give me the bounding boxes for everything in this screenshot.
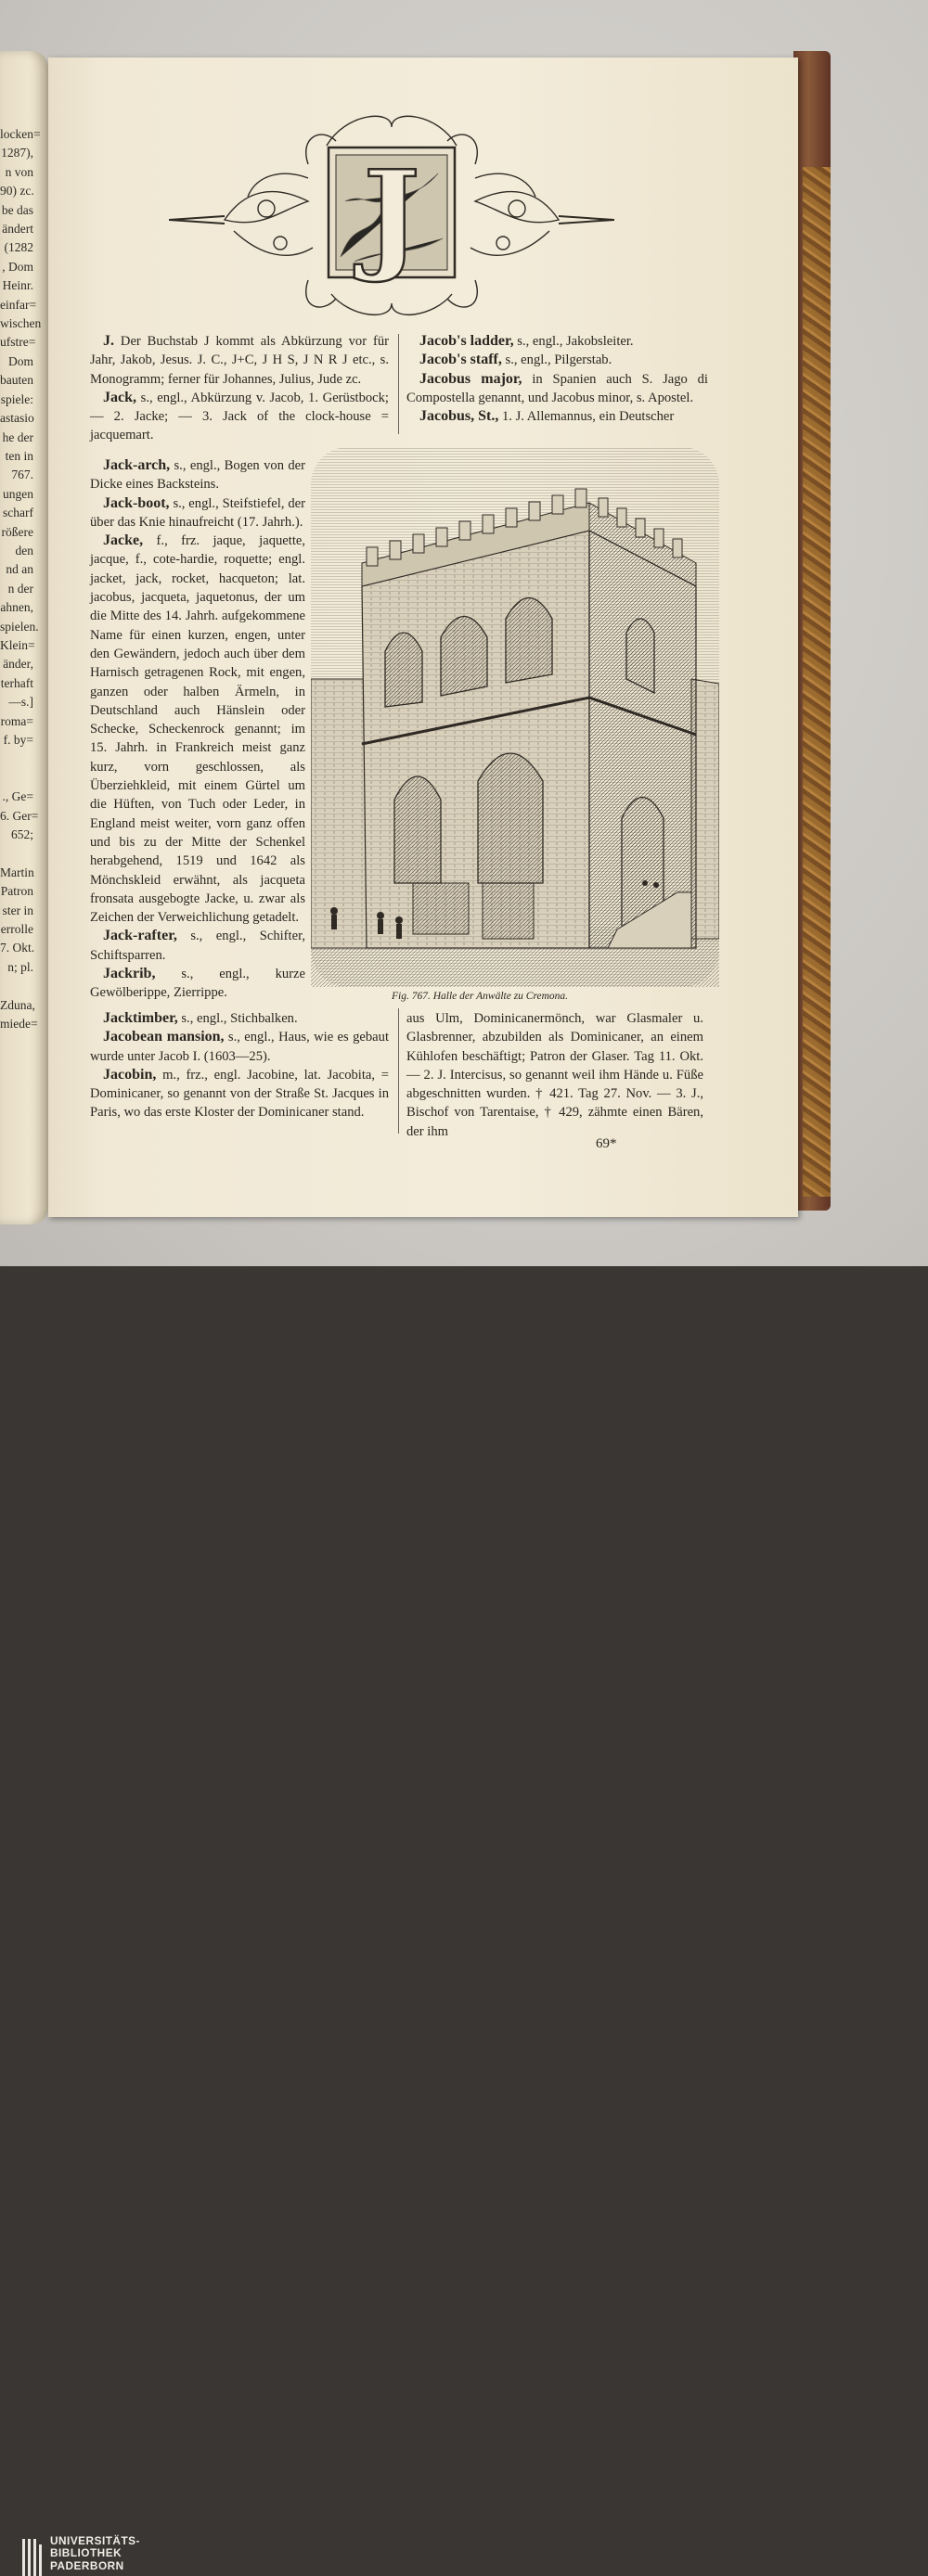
previous-page-line: ten in [5, 448, 33, 463]
entry-term: Jackrib, [103, 966, 156, 982]
previous-page-line: 90) zc. [0, 184, 34, 199]
previous-page-line: ändert [2, 222, 33, 237]
previous-page-line: scharf [3, 506, 33, 520]
entry-text: in Spanien auch S. Jago di Compostella genannt, und Jacobus minor, s. Apostel. [406, 371, 708, 405]
previous-page-line: ahnen, [0, 600, 33, 615]
entry-term: J. [103, 333, 114, 349]
entry-text: s., engl., Abkürzung v. Jacob, 1. Gerüstbock; — 2. Jacke; — 3. Jack of the clock-house = jacquemart. [90, 390, 389, 443]
entry-text: m., frz., engl. Jacobine, lat. Jacobita, = Dominicaner, so genannt von der Straße St. Jacques in Paris, wo das erste Kloster der Dominicaner stand. [90, 1067, 389, 1121]
entry-term: Jacobean mansion, [103, 1029, 225, 1045]
entry-term: Jacktimber, [103, 1010, 178, 1026]
column2-top [406, 332, 708, 426]
previous-page-line: Patron [0, 884, 33, 899]
previous-page-line: Martin [0, 865, 34, 879]
logo-line-1: UNIVERSITÄTS- [50, 2534, 140, 2547]
dictionary-entry [90, 965, 305, 1003]
entry-term: Jack-boot, [103, 494, 170, 511]
previous-page-line: n von [5, 164, 33, 179]
figure-caption: Fig. 767. Halle der Anwälte zu Cremona. [392, 991, 569, 1002]
column2-top-entries [406, 332, 708, 426]
previous-page-line: 6. Ger= [0, 808, 39, 823]
dictionary-entry [90, 1009, 389, 1028]
previous-page-line: he der [2, 429, 33, 444]
entry-term: Jacobin, [103, 1066, 157, 1083]
footer-bar [0, 1266, 928, 2572]
column2-bottom-text: aus Ulm, Dominicanermönch, war Glasmaler u. Glasbrenner, abzubilden als Dominicaner, an einem Kühlofen beschäftigt; Patron der Glaser. Tag 11. Okt. — 2. J. Intercisus, so genannt weil ihm Hände u. Füße abgeschnitten wurden. † 421. Tag 27. Nov. — 3. J., Bischof von Tarentaise, † 429, zähmte einen Bären, der ihm [406, 1011, 703, 1139]
entry-term: Jack-rafter, [103, 928, 177, 944]
entry-text: s., engl., Stichbalken. [177, 1011, 298, 1026]
entry-term: Jacke, [103, 532, 144, 549]
previous-page-line: ., Ge= [2, 789, 33, 804]
dictionary-entry [90, 389, 389, 445]
library-logo-text [50, 2535, 140, 2572]
previous-page-line: Zduna, [0, 997, 35, 1012]
dictionary-entry [406, 370, 708, 408]
entry-term: Jacob's staff, [419, 352, 502, 368]
previous-page-line [0, 977, 33, 995]
previous-page-lines [0, 125, 42, 1034]
column-divider-top [398, 334, 399, 434]
logo-line-2: BIBLIOTHEK [50, 2546, 122, 2560]
marbled-edge [803, 167, 831, 1197]
previous-page-line: ufstre= [0, 335, 36, 350]
previous-page-line: Heinr. [2, 278, 33, 293]
dictionary-entry [406, 332, 708, 351]
dictionary-entry [406, 407, 708, 426]
previous-page-line: n; pl. [7, 959, 33, 974]
dictionary-entry [90, 456, 305, 494]
logo-line-3: PADERBORN [50, 2558, 124, 2572]
entry-term: Jacobus major, [419, 370, 522, 387]
column1-bottom [90, 1009, 389, 1122]
entry-text: s., engl., Jakobsleiter. [513, 334, 634, 349]
previous-page-line: (1282 [4, 240, 33, 255]
previous-page-line: astasio [0, 411, 34, 426]
previous-page-line: rößere [1, 524, 33, 539]
book-page [48, 58, 798, 1217]
entry-text: s., engl., Steifstiefel, der über das Knie hinaufreicht (17. Jahrh.). [90, 495, 305, 530]
previous-page-line: be das [1, 202, 33, 217]
previous-page-line: einfar= [0, 297, 37, 312]
previous-page-line: 7. Okt. [0, 941, 35, 955]
previous-page-line: ungen [3, 486, 33, 501]
previous-page-line: miede= [0, 1017, 38, 1032]
initial-letter: J [363, 144, 420, 286]
entry-term: Jacobus, St., [419, 408, 499, 425]
entry-term: Jack-arch, [103, 457, 171, 473]
previous-page-line: Klein= [0, 637, 35, 652]
previous-page-line: errolle [0, 922, 33, 937]
column1-narrow-entries [90, 456, 305, 1003]
entry-text: 1. J. Allemannus, ein Deutscher [498, 409, 675, 425]
previous-page-line: änder, [3, 657, 33, 672]
previous-page-line [0, 769, 33, 788]
previous-page-line: locken= [0, 127, 41, 141]
page-number: 69* [596, 1136, 617, 1151]
entry-text: s., engl., Bogen von der Dicke eines Backsteins. [90, 458, 305, 493]
previous-page-line: —s.] [8, 695, 33, 710]
previous-page-line: ster in [2, 903, 33, 917]
column1-bottom-entries [90, 1009, 389, 1122]
previous-page-line: spiele: [0, 391, 33, 406]
entry-term: Jack, [103, 389, 136, 405]
previous-page-line: wischen [0, 316, 42, 331]
column1-narrow [90, 456, 305, 1003]
dictionary-entry [406, 351, 708, 369]
column1-top [90, 332, 389, 445]
entry-text: s., engl., kurze Gewölberippe, Zierrippe. [90, 967, 305, 1001]
previous-page-line: f. by= [3, 733, 33, 747]
previous-page-line: n der [7, 581, 33, 596]
entry-text: Der Buchstab J kommt als Abkürzung vor für Jahr, Jakob, Jesus. J. C., J+C, J H S, J N R J etc., s. Monogramm; ferner für Johannes, Julius, Jude zc. [90, 334, 389, 387]
column1-top-entries [90, 332, 389, 445]
previous-page-line: 767. [11, 468, 33, 482]
previous-page-line: 1287), [1, 146, 33, 160]
previous-page-line: roma= [0, 713, 33, 728]
entry-text: s., engl., Pilgerstab. [501, 352, 612, 368]
previous-page-line: Dom [8, 353, 33, 368]
column2-bottom [406, 1009, 703, 1141]
figure-engraving-cremona [311, 447, 719, 987]
previous-page-line: nd an [6, 562, 33, 577]
previous-page-line: terhaft [0, 675, 33, 690]
column-divider-bottom [398, 1008, 399, 1134]
previous-page-line: bauten [0, 373, 33, 388]
ornament-headpiece [169, 109, 614, 322]
previous-page-line: 652; [10, 827, 33, 842]
dictionary-entry [90, 927, 305, 965]
dictionary-entry [90, 332, 389, 389]
entry-text: f., frz. jaque, jaquette, jacque, f., cote-hardie, roquette; engl. jacket, jack, rocket, hacqueton; lat. jacobus, jacqueta, jaquetonus, der um die Mitte des 14. Jahrh. aufgekommene Name für einen kurzen, engen, unter den Gewändern, jedoch auch über dem Harnisch getragenen Rock, mit engen, ganzen oder halben Ärmeln, in Deutschland auch Hänslein oder Schecke, Scheckenrock genannt; im 15. Jahrh. in Frankreich meist ganz kurz, vorn geschlossen, als Überziehkleid, mit einem Gürtel um die Hüften, von Tuch oder Leder, in England meist weiter, vorn ganz offen und bis zu der Mitte der Schenkel herabgehend, 1519 und 1642 als Mönchskleid erwähnt, als jacqueta fronsata ausgebogte Jacke, u. zwar als Zeichen der Verweichlichung getadelt. [90, 533, 305, 926]
dictionary-entry [90, 1028, 389, 1066]
dictionary-entry [90, 1066, 389, 1122]
entry-term: Jacob's ladder, [419, 333, 514, 349]
entry-text: s., engl., Haus, wie es gebaut wurde unter Jacob I. (1603—25). [90, 1030, 389, 1064]
previous-page-line: den [15, 543, 33, 557]
previous-page-line [0, 750, 33, 768]
entry-text: s., engl., Schifter, Schiftsparren. [90, 929, 305, 963]
previous-page-fragment [0, 51, 48, 1224]
dictionary-entry [90, 532, 305, 927]
dictionary-entry [90, 494, 305, 532]
previous-page-line: spielen. [0, 619, 39, 634]
previous-page-line: , Dom [2, 259, 33, 274]
previous-page-line [0, 844, 33, 863]
